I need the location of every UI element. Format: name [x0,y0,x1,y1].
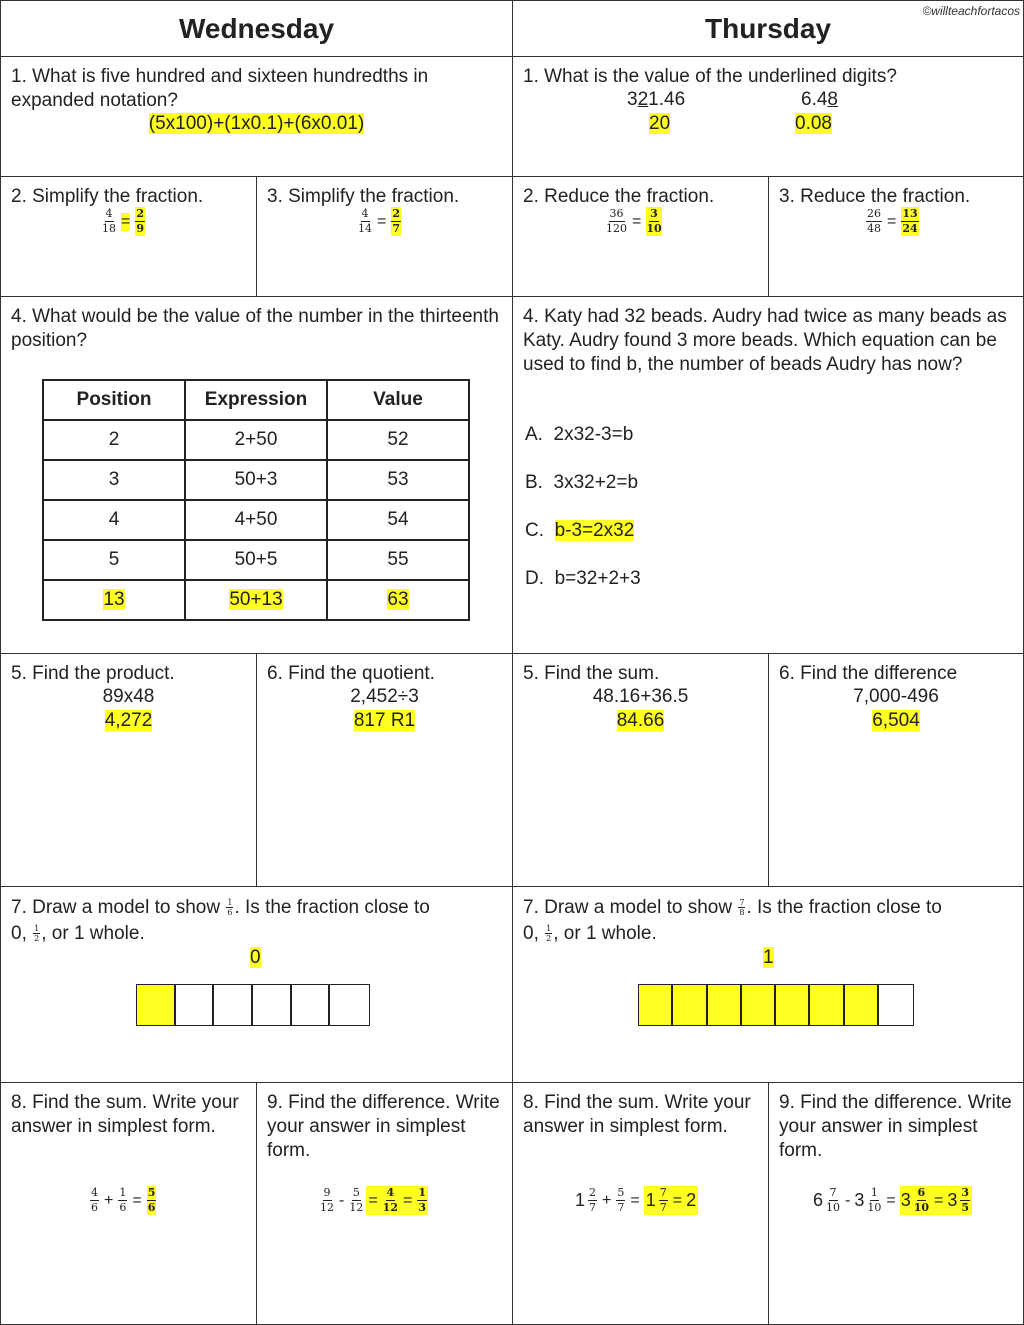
table-cell: 63 [327,580,469,620]
table-cell: 4+50 [185,500,327,540]
table-row-answer [43,580,469,620]
wed-q4-text: 4. What would be the value of the number in the thirteenth position? [11,306,499,351]
table-row [43,420,469,460]
thu-q8-cell [512,1082,769,1325]
table-cell: 5 [43,540,185,580]
thu-q5-problem: 48.16+36.5 [592,686,689,707]
thu-q1-number2: 6.48 [801,89,838,110]
table-cell: 50+3 [185,460,327,500]
thu-q1-answer1: 20 [649,113,671,134]
column-header: Value [327,380,469,420]
table-cell: 3 [43,460,185,500]
table-cell: 50+13 [185,580,327,620]
table-cell: 52 [327,420,469,460]
wed-q1-text: 1. What is five hundred and sixteen hundredths in expanded notation? [11,66,429,111]
wed-q3-text: 3. Simplify the fraction. [267,186,460,207]
wednesday-header [0,0,513,57]
wed-q3-math: $\frac{4}{14}$ = $\frac{2}{7}$ [358,207,400,235]
position-table [42,379,470,621]
thu-q1-text: 1. What is the value of the underlined digits? [523,66,897,87]
model-part-empty [253,985,292,1025]
column-header: Position [43,380,185,420]
wed-q2-math: $\frac{4}{18}$ = $\frac{2}{9}$ [102,207,144,235]
thu-q3-math: $\frac{26}{48}$ = $\frac{13}{24}$ [867,207,918,235]
thu-q8-text: 8. Find the sum. Write your answer in simplest form. [523,1092,751,1137]
table-cell: 4 [43,500,185,540]
thu-q2-math: $\frac{36}{120}$ = $\frac{3}{10}$ [606,207,662,235]
model-part-empty [176,985,215,1025]
wed-q5-problem: 89x48 [102,686,155,707]
table-cell: 2+50 [185,420,327,460]
wed-q5-answer: 4,272 [104,710,153,731]
model-part-shaded [137,985,176,1025]
thu-q5-text: 5. Find the sum. [523,663,660,684]
fraction-model-eighths [638,984,914,1026]
table-row [43,540,469,580]
option-b: B. 3x32+2=b [525,472,639,493]
thu-q7-text: 7. Draw a model to show $\frac{7}{8}$ . Is the fraction close to 0, $\frac{1}{2}$ , or 1 whole. [523,897,942,944]
thu-q5-cell [512,653,769,887]
column-header: Expression [185,380,327,420]
table-cell: 53 [327,460,469,500]
thu-q4-text: 4. Katy had 32 beads. Audry had twice as many beads as Katy. Audry found 3 more beads. Which equation can be used to find b, the number of beads Audry has now? [523,306,1007,375]
option-c: C. b-3=2x32 [525,520,635,541]
table-cell: 54 [327,500,469,540]
wed-q8-math: $\frac{4}{6}$ + $\frac{1}{6}$ = $\frac{5}{6}$ [91,1186,156,1214]
model-part-shaded [810,985,844,1025]
thursday-title: Thursday [704,13,832,44]
thu-q9-cell [768,1082,1024,1325]
model-part-shaded [673,985,707,1025]
thu-q6-text: 6. Find the difference [779,663,958,684]
thu-q6-problem: 7,000-496 [853,686,939,707]
model-part-shaded [639,985,673,1025]
wed-q6-text: 6. Find the quotient. [267,663,435,684]
wed-q6-cell [256,653,513,887]
thu-q7-cell [512,886,1024,1083]
wed-q9-cell [256,1082,513,1325]
thu-q1-answer2: 0.08 [795,113,832,134]
model-part-shaded [708,985,742,1025]
table-cell: 13 [43,580,185,620]
wed-q8-text: 8. Find the sum. Write your answer in simplest form. [11,1092,239,1137]
wed-q7-text: 7. Draw a model to show $\frac{1}{6}$ . Is the fraction close to 0, $\frac{1}{2}$ , or 1 whole. [11,897,430,944]
wednesday-title: Wednesday [178,13,335,44]
model-part-shaded [742,985,776,1025]
wed-q5-cell [0,653,257,887]
wed-q9-math: $\frac{9}{12}$ - $\frac{5}{12}$ = $\frac{4}{12}$ = $\frac{1}{3}$ [320,1186,426,1214]
thu-q3-cell [768,176,1024,297]
thu-q1-number1: 321.46 [627,89,686,110]
fraction-model-sixths [136,984,370,1026]
thu-q4-cell [512,296,1024,654]
wed-q7-cell [0,886,513,1083]
thu-q9-text: 9. Find the difference. Write your answer in simplest form. [779,1092,1012,1161]
thu-q3-text: 3. Reduce the fraction. [779,186,971,207]
thu-q9-math: 6 $\frac{7}{10}$ - 3 $\frac{1}{10}$ = 3 $\frac{6}{10}$ = 3 $\frac{3}{5}$ [813,1186,972,1215]
wed-q6-problem: 2,452÷3 [350,686,419,707]
thu-q1-cell [512,56,1024,177]
model-part-empty [330,985,369,1025]
table-row [43,500,469,540]
wed-q2-text: 2. Simplify the fraction. [11,186,204,207]
thu-q5-answer: 84.66 [616,710,665,731]
thu-q2-text: 2. Reduce the fraction. [523,186,715,207]
model-part-shaded [776,985,810,1025]
model-part-empty [292,985,331,1025]
wed-q3-cell [256,176,513,297]
thu-q2-cell [512,176,769,297]
option-d: D. b=32+2+3 [525,568,641,589]
wed-q8-cell [0,1082,257,1325]
table-cell: 2 [43,420,185,460]
wed-q6-answer: 817 R1 [353,710,416,731]
thu-q6-answer: 6,504 [872,710,920,731]
wed-q5-text: 5. Find the product. [11,663,175,684]
wed-q1-answer: (5x100)+(1x0.1)+(6x0.01) [148,113,365,134]
table-cell: 55 [327,540,469,580]
wed-q9-text: 9. Find the difference. Write your answer in simplest form. [267,1092,500,1161]
model-part-empty [214,985,253,1025]
table-row [43,460,469,500]
thu-q7-answer: 1 [763,947,774,968]
wed-q4-cell [0,296,513,654]
table-header-row [43,380,469,420]
model-part-empty [879,985,913,1025]
model-part-shaded [845,985,879,1025]
wed-q7-answer: 0 [250,947,261,968]
wed-q1-cell [0,56,513,177]
copyright-logo: ©willteachfortacos [922,4,1020,18]
thu-q8-math: 1 $\frac{2}{7}$ + $\frac{5}{7}$ = 1 $\frac{7}{7}$ = 2 [575,1186,697,1214]
wed-q2-cell [0,176,257,297]
option-a: A. 2x32-3=b [525,424,634,445]
thu-q6-cell [768,653,1024,887]
table-cell: 50+5 [185,540,327,580]
